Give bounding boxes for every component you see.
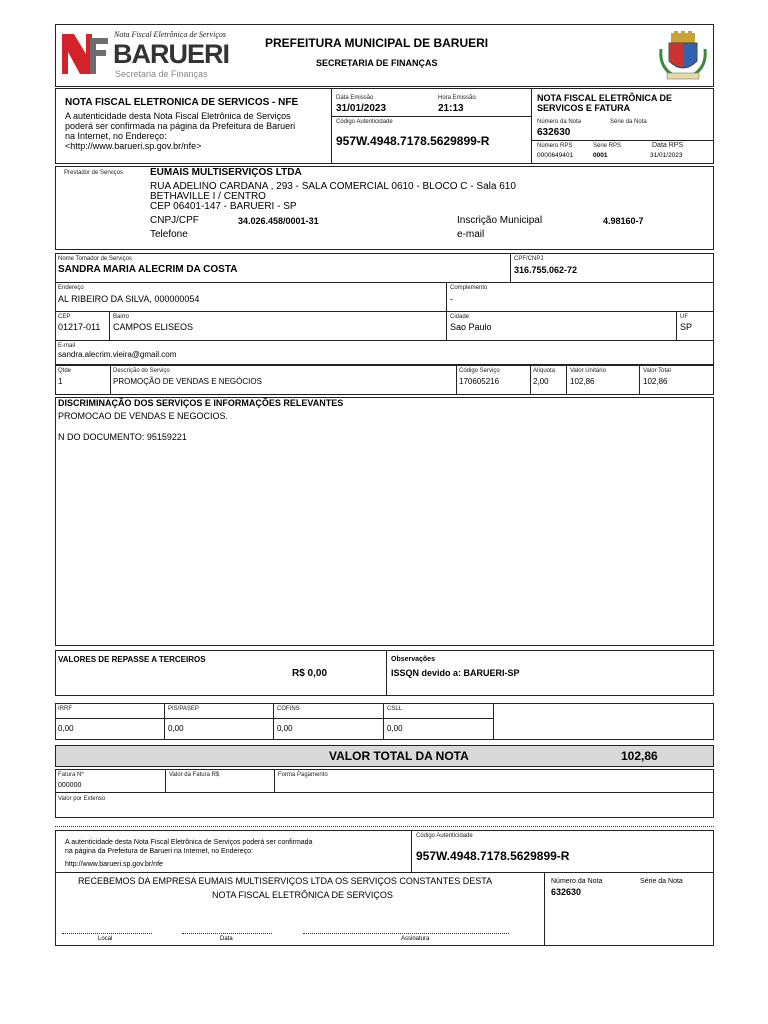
forma-pagamento-label: Forma Pagamento [278,772,328,778]
descricao-value: PROMOÇÃO DE VENDAS E NEGÓCIOS [113,377,262,386]
tomador-uf: SP [680,322,693,332]
aliquota-value: 2,00 [533,377,549,386]
fatura-numero-label: Fatura Nº [58,772,84,778]
codigo-autenticidade-value: 957W.4948.7178.5629899-R [336,134,490,148]
recibo-auth-1: A autenticidade desta Nota Fiscal Eletrônica de Serviços poderá ser confirmada [65,839,313,846]
codigo-servico-label: Código Serviço [459,368,500,374]
tomador-endereco: AL RIBEIRO DA SILVA, 000000054 [58,294,200,304]
serie-rps-label: Série RPS [593,143,622,149]
numero-nota-label: Número da Nota [537,119,582,125]
recibo-codigo-label: Código Autenticidade [416,833,473,839]
repasse-title: VALORES DE REPASSE A TERCEIROS [58,655,206,664]
nfe-auth-link[interactable]: <http://www.barueri.sp.gov.br/nfe> [65,141,202,151]
fatura-box [55,769,714,818]
serie-nota-label: Série da Nota [610,119,647,125]
repasse-value: R$ 0,00 [292,668,328,679]
nfe-right-title-1: NOTA FISCAL ELETRÔNICA DE [537,93,672,103]
data-rps-label: Data RPS [652,142,684,149]
prestador-endereco-1: RUA ADELINO CARDANA , 293 - SALA COMERCIAL 0610 - BLOCO C - Sala 610 [150,181,516,192]
valor-total-nota-value: 102,86 [621,749,658,763]
nfe-auth-text-3: na Internet, no Endereço: [65,131,167,141]
prestador-label: Prestador de Serviços [64,170,124,176]
descricao-label: Descrição do Serviço [113,368,170,374]
valor-extenso-label: Valor por Extenso [58,796,106,802]
valor-total-nota-label: VALOR TOTAL DA NOTA [329,749,469,763]
recebemos-line-2: NOTA FISCAL ELETRÔNICA DE SERVIÇOS [212,890,393,900]
logo-sub-text: Secretaria de Finanças [115,69,208,79]
discriminacao-line-1: PROMOCAO DE VENDAS E NEGOCIOS. [58,411,229,421]
prestador-im-value: 4.98160-7 [603,216,644,226]
tomador-complemento: - [450,294,453,304]
local-line [62,933,152,934]
prestador-cnpj-value: 34.026.458/0001-31 [238,216,319,226]
qtde-label: Qtde [58,368,72,374]
logo-top-text: Nota Fiscal Eletrônica de Serviços [114,30,226,39]
tomador-cidade: Sao Paulo [450,322,492,332]
qtde-value: 1 [58,377,63,386]
fatura-valor-label: Valor da Fatura R$ [169,772,220,778]
tomador-cep: 01217-011 [58,322,101,332]
prestador-telefone-label: Telefone [150,229,188,240]
tomador-nome: SANDRA MARIA ALECRIM DA COSTA [58,264,238,275]
valor-total-value: 102,86 [643,377,668,386]
tomador-cidade-label: Cidade [450,314,470,320]
hora-emissao-label: Hora Emissão [438,95,476,101]
fatura-numero-value: 000000 [58,782,82,789]
tomador-cep-label: CEP [58,314,71,320]
prestador-nome: EUMAIS MULTISERVIÇOS LTDA [150,167,302,178]
barueri-logo [60,29,230,83]
valor-unitario-label: Valor Unitário [570,368,606,374]
aliquota-label: Alíquota [533,368,556,374]
prestador-im-label: Inscrição Municipal [457,215,543,226]
recibo-serie-label: Série da Nota [640,878,683,885]
coat-of-arms-icon [657,31,709,81]
numero-rps-label: Número RPS [537,143,573,149]
tomador-nome-label: Nome Tomador de Serviços [58,256,132,262]
serie-rps-value: 0001 [593,152,608,159]
impostos-box [55,703,714,740]
recibo-auth-2: na página da Prefeitura de Barueri na Internet, no Endereço: [65,848,253,855]
cut-line [55,826,714,827]
codigo-autenticidade-label: Código Autenticidade [336,119,393,125]
tomador-complemento-label: Complemento [450,285,488,291]
csll-label: CSLL [387,706,403,712]
irrf-label: IRRF [58,706,72,712]
csll-value: 0,00 [387,724,403,733]
observacoes-label: Observações [391,656,435,663]
numero-nota-value: 632630 [537,127,571,138]
pis-value: 0,00 [168,724,184,733]
tomador-bairro-label: Bairro [113,314,130,320]
discriminacao-title: DISCRIMINAÇÃO DOS SERVIÇOS E INFORMAÇÕES RELEVANTES [58,398,344,408]
tomador-cpf: 316.755.062-72 [514,265,578,275]
assinatura-label: Assinatura [401,936,430,942]
cofins-label: COFINS [277,706,300,712]
recibo-numero-label: Número da Nota [551,878,603,885]
tomador-email: sandra.alecrim.vieira@gmail.com [58,350,177,359]
pis-label: PIS/PASEP [168,706,199,712]
tomador-uf-label: UF [680,314,688,320]
tomador-endereco-label: Endereço [58,285,84,291]
data-line [182,933,272,934]
data-emissao-value: 31/01/2023 [336,103,387,114]
data-rps-value: 31/01/2023 [650,152,683,159]
recibo-auth-link[interactable]: http://www.barueri.sp.gov.br/nfe [65,861,163,868]
nfe-right-title-2: SERVICOS E FATURA [537,103,631,113]
local-label: Local [98,936,113,942]
tomador-bairro: CAMPOS ELISEOS [113,322,194,332]
assinatura-line [303,933,509,934]
codigo-servico-value: 170605216 [459,377,500,386]
observacoes-value: ISSQN devido a: BARUERI-SP [391,668,520,678]
recibo-codigo-value: 957W.4948.7178.5629899-R [416,849,570,863]
irrf-value: 0,00 [58,724,74,733]
prestador-cnpj-label: CNPJ/CPF [150,215,199,226]
nf-logo-icon [60,32,110,78]
hora-emissao-value: 21:13 [438,103,464,114]
recebemos-line-1: RECEBEMOS DA EMPRESA EUMAIS MULTISERVIÇOS LTDA OS SERVIÇOS CONSTANTES DESTA [78,876,493,886]
page-subtitle: SECRETARIA DE FINANÇAS [316,58,438,68]
prestador-email-label: e-mail [457,229,485,240]
nfe-auth-text-1: A autenticidade desta Nota Fiscal Eletrônica de Serviços [65,111,291,121]
valor-total-label: Valor Total [643,368,671,374]
logo-name-text: BARUERI [113,39,230,69]
tomador-cpf-label: CPF/CNPJ [514,256,544,262]
numero-rps-value: 0000649401 [537,152,574,159]
prestador-endereco-3: CEP 06401-147 - BARUERI - SP [150,201,297,212]
data-label: Data [220,936,233,942]
nfe-heading: NOTA FISCAL ELETRONICA DE SERVICOS - NFE [65,97,299,108]
valor-unitario-value: 102,86 [570,377,595,386]
nfe-auth-text-2: poderá ser confirmada na página da Prefeitura de Barueri [65,121,296,131]
cofins-value: 0,00 [277,724,293,733]
prestador-endereco-2: BETHAVILLE I / CENTRO [150,191,266,202]
recibo-numero-value: 632630 [551,887,582,897]
data-emissao-label: Data Emissão [336,95,374,101]
tomador-email-label: E-mail [58,343,76,349]
discriminacao-line-2: N DO DOCUMENTO: 95159221 [58,432,187,442]
page-title: PREFEITURA MUNICIPAL DE BARUERI [265,36,489,50]
